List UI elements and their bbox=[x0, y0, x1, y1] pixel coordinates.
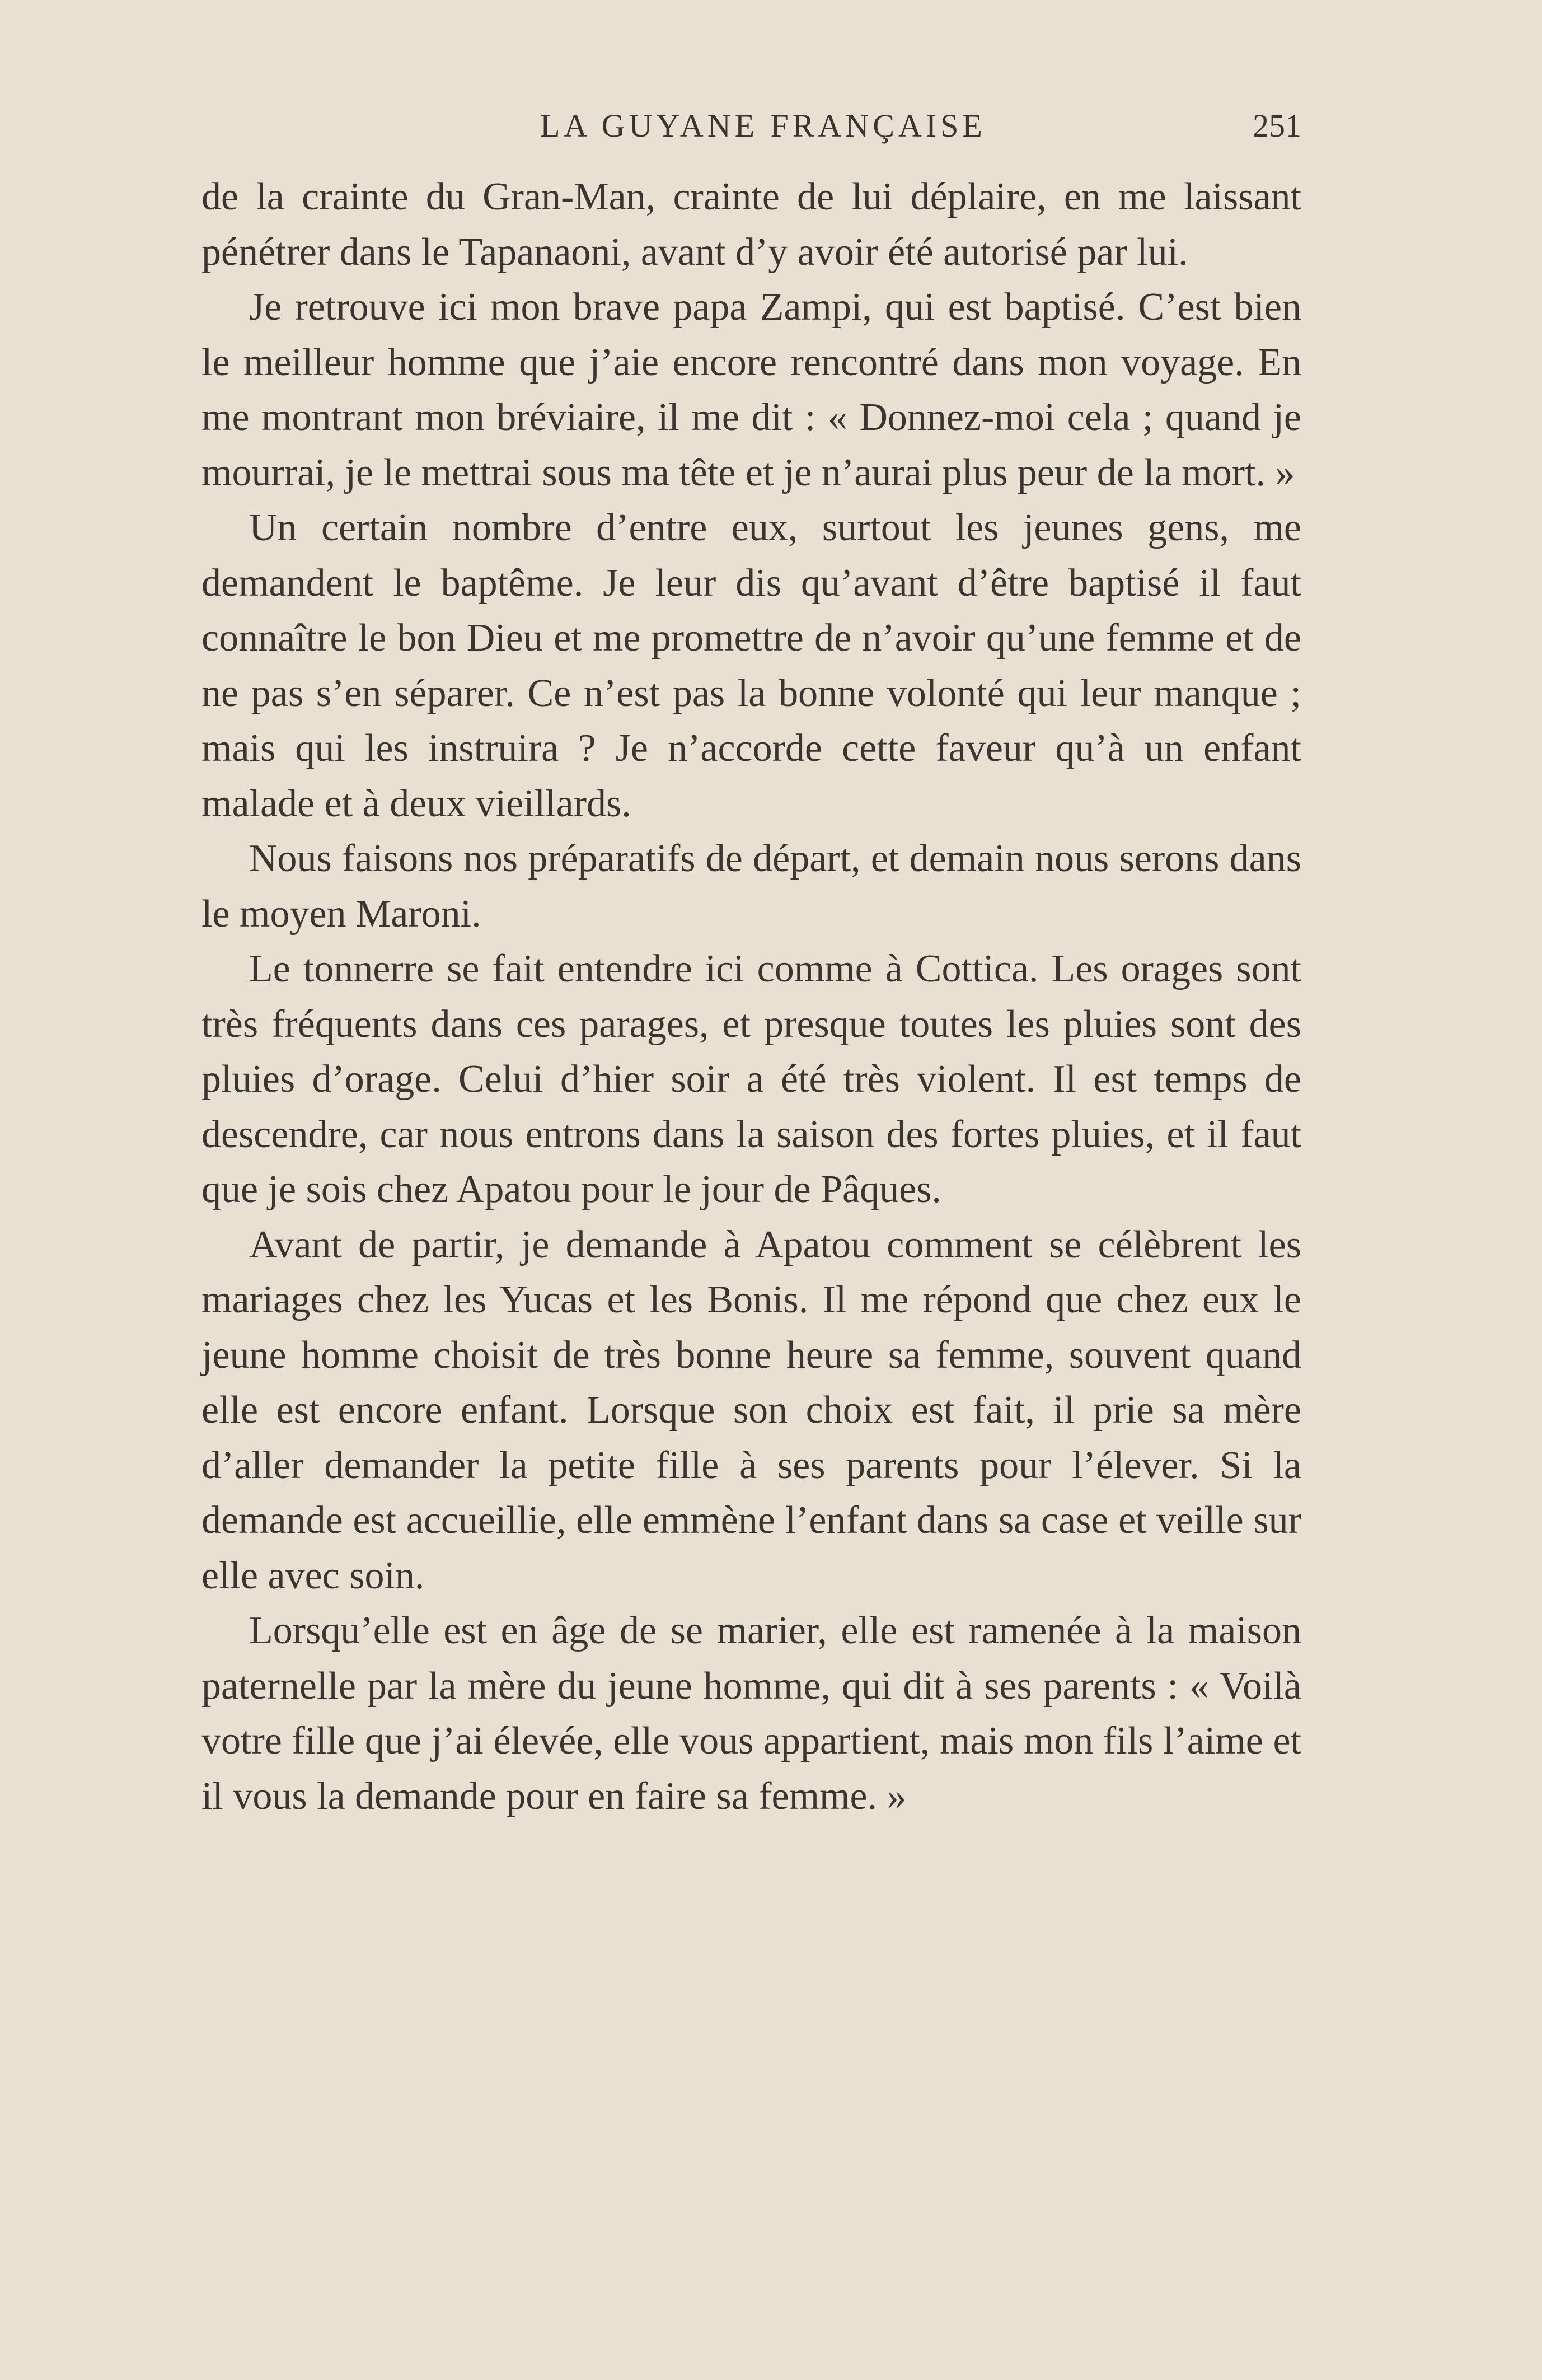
paragraph-continuation: de la crainte du Gran-Man, crainte de lui déplaire, en me laissant pénétrer dans le Tapanaoni, avant d’y avoir été autorisé par lui. bbox=[201, 175, 1301, 274]
paragraph-bapteme: Un certain nombre d’entre eux, surtout les jeunes gens, me demandent le baptême. Je leur dis qu’avant d’être baptisé il faut connaître le bon Dieu et me promettre de n’avoir qu’une femme et de ne pas s’en séparer. Ce n’est pas la bonne volonté qui leur manque ; mais qui les instruira ? Je n’accorde cette faveur qu’à un enfant malade et à deux vieillards. bbox=[201, 506, 1301, 825]
paragraph-maison-paternelle: Lorsqu’elle est en âge de se marier, elle est ramenée à la maison paternelle par la mère du jeune homme, qui dit à ses parents : « Voilà votre fille que j’ai élevée, elle vous appartient, mais mon fils l’aime et il vous la demande pour en faire sa femme. » bbox=[201, 1609, 1301, 1818]
paragraph-mariages: Avant de partir, je demande à Apatou comment se célèbrent les mariages chez les Yucas et les Bonis. Il me répond que chez eux le jeune homme choisit de très bonne heure sa femme, souvent quand elle est encore enfant. Lorsque son choix est fait, il prie sa mère d’aller demander la petite fille à ses parents pour l’élever. Si la demande est accueillie, elle emmène l’enfant dans sa case et veille sur elle avec soin. bbox=[201, 1223, 1301, 1597]
page-number: 251 bbox=[1253, 107, 1301, 144]
paragraph-orages: Le tonnerre se fait entendre ici comme à Cottica. Les orages sont très fréquents dans ces parages, et presque toutes les pluies sont des pluies d’orage. Celui d’hier soir a été très violent. Il est temps de descendre, car nous entrons dans la saison des fortes pluies, et il faut que je sois chez Apatou pour le jour de Pâques. bbox=[201, 947, 1301, 1211]
body-text bbox=[201, 170, 1301, 1824]
paragraph-zampi: Je retrouve ici mon brave papa Zampi, qui est baptisé. C’est bien le meilleur homme que j’aie encore rencontré dans mon voyage. En me montrant mon bréviaire, il me dit : « Donnez-moi cela ; quand je mourrai, je le mettrai sous ma tête et je n’aurai plus peur de la mort. » bbox=[201, 286, 1301, 494]
running-title: LA GUYANE FRANÇAISE bbox=[540, 107, 986, 144]
paragraph-depart: Nous faisons nos préparatifs de départ, et demain nous serons dans le moyen Maroni. bbox=[201, 837, 1301, 936]
running-head bbox=[201, 104, 1301, 148]
